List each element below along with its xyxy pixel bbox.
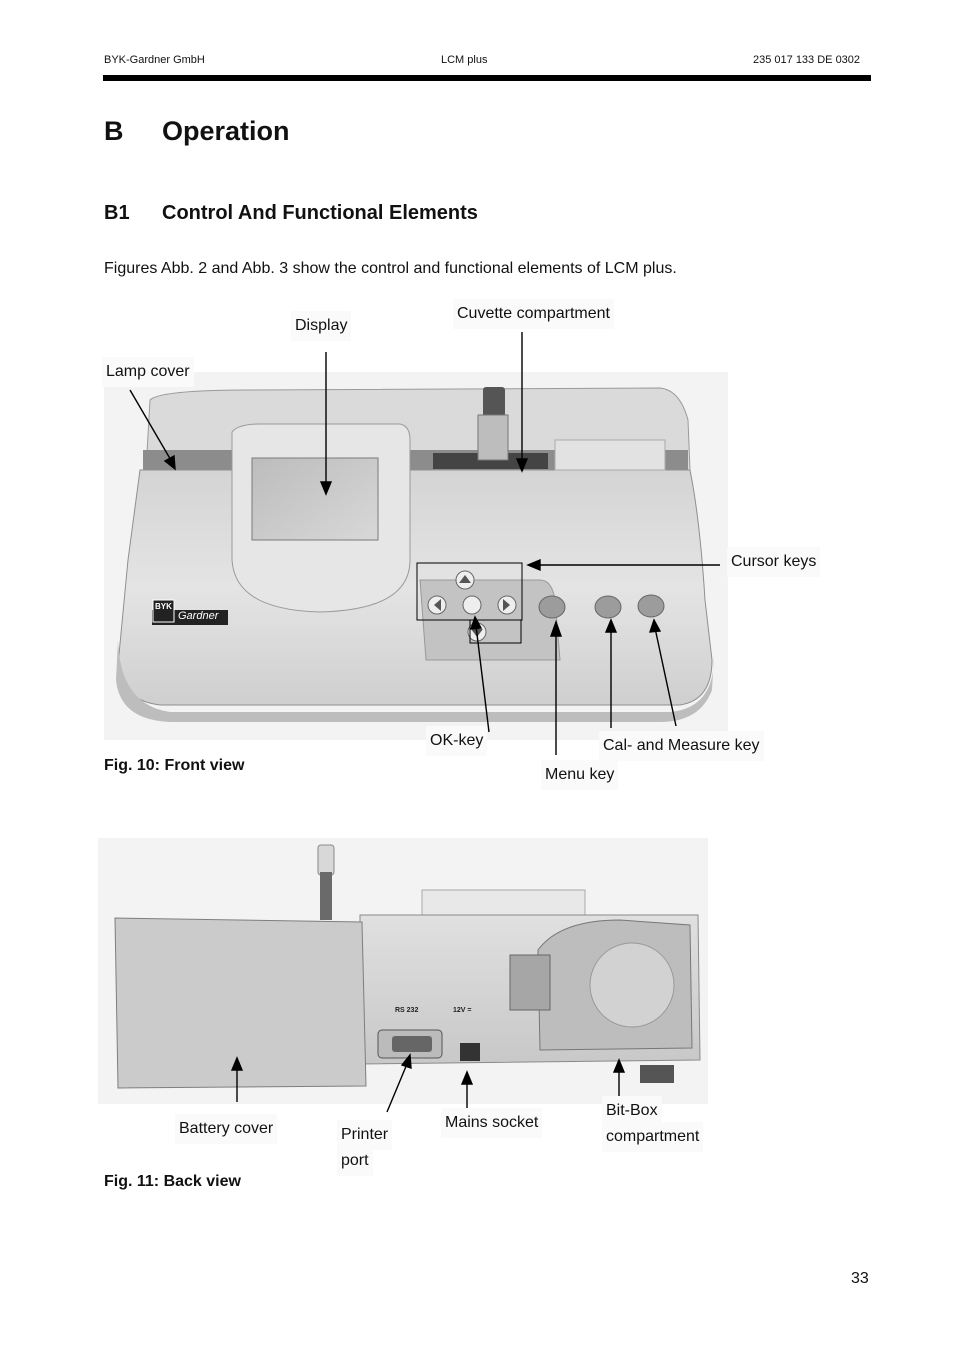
label-printer-port-line1: Printer bbox=[337, 1120, 392, 1150]
header-company: BYK-Gardner GmbH bbox=[104, 54, 205, 66]
label-bitbox-line1: Bit-Box bbox=[602, 1096, 662, 1126]
section-letter: B bbox=[104, 116, 124, 146]
label-cursor-keys: Cursor keys bbox=[727, 547, 820, 577]
label-lamp-cover: Lamp cover bbox=[102, 357, 194, 387]
label-ok-key: OK-key bbox=[426, 726, 487, 756]
port-label-12v: 12V = bbox=[453, 1007, 472, 1014]
label-menu-key: Menu key bbox=[541, 760, 618, 790]
label-printer-port-line2: port bbox=[337, 1146, 373, 1176]
port-label-rs232: RS 232 bbox=[395, 1007, 419, 1014]
header-product: LCM plus bbox=[441, 54, 488, 66]
label-cal-measure-key: Cal- and Measure key bbox=[599, 731, 764, 761]
intro-paragraph: Figures Abb. 2 and Abb. 3 show the control and functional elements of LCM plus. bbox=[104, 260, 677, 277]
label-display: Display bbox=[291, 311, 351, 341]
section-title: Operation bbox=[162, 116, 290, 146]
subsection-title: Control And Functional Elements bbox=[162, 202, 478, 224]
label-cuvette-compartment: Cuvette compartment bbox=[453, 299, 614, 329]
label-bitbox-line2: compartment bbox=[602, 1122, 703, 1152]
brand-name: Gardner bbox=[178, 610, 219, 622]
label-battery-cover: Battery cover bbox=[175, 1114, 277, 1144]
page-number: 33 bbox=[851, 1270, 869, 1287]
brand-badge: BYK bbox=[155, 602, 172, 611]
caption-front-view: Fig. 10: Front view bbox=[104, 757, 245, 774]
header-doc-number: 235 017 133 DE 0302 bbox=[753, 54, 861, 66]
label-mains-socket: Mains socket bbox=[441, 1108, 542, 1138]
caption-back-view: Fig. 11: Back view bbox=[104, 1173, 241, 1190]
subsection-number: B1 bbox=[104, 202, 130, 224]
